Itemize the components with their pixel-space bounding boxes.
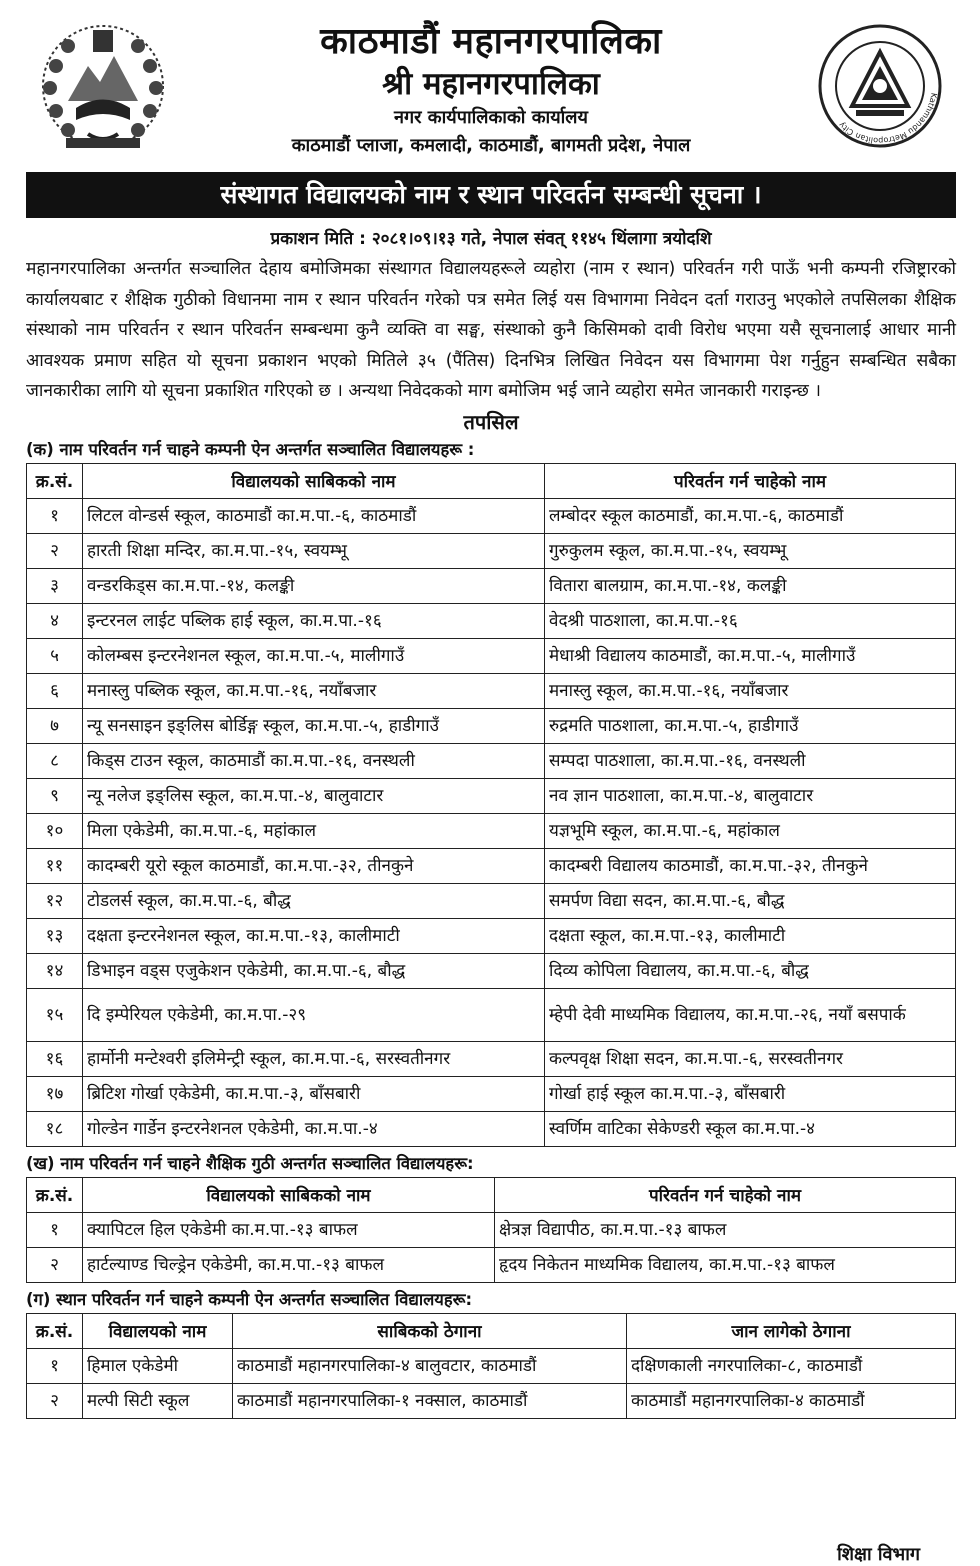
table-row bbox=[27, 813, 956, 848]
serial-number-cell: १ bbox=[27, 1348, 83, 1383]
table-cell: कल्पवृक्ष शिक्षा सदन, का.म.पा.-६, सरस्वतीनगर bbox=[545, 1041, 956, 1076]
table-row bbox=[27, 1383, 956, 1418]
column-header: जान लागेको ठेगाना bbox=[627, 1313, 956, 1348]
serial-number-cell: ५ bbox=[27, 638, 83, 673]
table-cell: गोर्खा हाई स्कूल का.म.पा.-३, बाँसबारी bbox=[545, 1076, 956, 1111]
section-c-heading: (ग) स्थान परिवर्तन गर्न चाहने कम्पनी ऐन अन्तर्गत सञ्चालित विद्यालयहरू: bbox=[26, 1289, 473, 1309]
table-cell: लिटल वोन्डर्स स्कूल, काठमाडौं का.म.पा.-६, काठमाडौं bbox=[83, 498, 545, 533]
org-name-stylized: श्री महानगरपालिका bbox=[382, 66, 600, 102]
column-header: क्र.सं. bbox=[27, 463, 83, 498]
table-cell: दिव्य कोपिला विद्यालय, का.म.पा.-६, बौद्ध bbox=[545, 953, 956, 988]
table-row bbox=[27, 1076, 956, 1111]
table-row bbox=[27, 1212, 956, 1247]
serial-number-cell: ११ bbox=[27, 848, 83, 883]
serial-number-cell: ३ bbox=[27, 568, 83, 603]
table-row bbox=[27, 953, 956, 988]
table-header-row bbox=[27, 463, 956, 498]
table-cell: हृदय निकेतन माध्यमिक विद्यालय, का.म.पा.-१३ बाफल bbox=[495, 1247, 956, 1282]
table-row bbox=[27, 778, 956, 813]
column-header: परिवर्तन गर्न चाहेको नाम bbox=[495, 1177, 956, 1212]
section-a-heading: (क) नाम परिवर्तन गर्न चाहने कम्पनी ऐन अन्तर्गत सञ्चालित विद्यालयहरू : bbox=[26, 439, 475, 459]
table-cell: वेदश्री पाठशाला, का.म.पा.-१६ bbox=[545, 603, 956, 638]
svg-text:Kathmandu Metropolitan City bbox=[837, 92, 939, 145]
section-b-table bbox=[26, 1177, 956, 1283]
serial-number-cell: १५ bbox=[27, 988, 83, 1041]
table-cell: नव ज्ञान पाठशाला, का.म.पा.-४, बालुवाटार bbox=[545, 778, 956, 813]
table-cell: दक्षिणकाली नगरपालिका-८, काठमाडौं bbox=[627, 1348, 956, 1383]
table-row bbox=[27, 883, 956, 918]
table-cell: दक्षता इन्टरनेशनल स्कूल, का.म.पा.-१३, कालीमाटी bbox=[83, 918, 545, 953]
serial-number-cell: ८ bbox=[27, 743, 83, 778]
table-cell: काठमाडौं महानगरपालिका-४ काठमाडौं bbox=[627, 1383, 956, 1418]
table-cell: यज्ञभूमि स्कूल, का.म.पा.-६, महांकाल bbox=[545, 813, 956, 848]
department-signature: शिक्षा विभाग bbox=[837, 1544, 920, 1565]
table-cell: स्वर्णिम वाटिका सेकेण्डरी स्कूल का.म.पा.-४ bbox=[545, 1111, 956, 1146]
table-cell: वितारा बालग्राम, का.म.पा.-१४, कलङ्की bbox=[545, 568, 956, 603]
table-row bbox=[27, 708, 956, 743]
table-cell: कादम्बरी विद्यालय काठमाडौं, का.म.पा.-३२, तीनकुने bbox=[545, 848, 956, 883]
notice-body: महानगरपालिका अन्तर्गत सञ्चालित देहाय बमोजिमका संस्थागत विद्यालयहरूले व्यहोरा (नाम र स्थान) परिवर्तन गरी पाऊँ भनी कम्पनी रजिष्ट्रारको कार्यालयबाट र शैक्षिक गुठीको विधानमा नाम र स्थान परिवर्तन गरेको पत्र समेत लिई यस विभागमा निवेदन दर्ता गराउनु भएकोले तपसिलका शैक्षिक संस्थाको नाम परिवर्तन र स्थान परिवर्तन सम्बन्धमा कुनै व्यक्ति वा सङ्घ, संस्थाको कुनै किसिमको दावी विरोध भएमा यसै सूचनालाई आधार मानी आवश्यक प्रमाण सहित यो सूचना प्रकाशन भएको मितिले ३५ (पैंतिस) दिनभित्र लिखित निवेदन यस विभागमा पेश गर्नुहुन सम्बन्धित सबैका जानकारीका लागि यो सूचना प्रकाशित गरिएको छ । अन्यथा निवेदकको माग बमोजिम भई जाने व्यहोरा समेत जानकारी गराइन्छ । bbox=[26, 259, 957, 402]
section-a-table bbox=[26, 463, 956, 1147]
table-header-row bbox=[27, 1177, 956, 1212]
serial-number-cell: २ bbox=[27, 1247, 83, 1282]
office-address: काठमाडौं प्लाजा, कमलादी, काठमाडौं, बागमती प्रदेश, नेपाल bbox=[291, 135, 691, 156]
table-row bbox=[27, 1041, 956, 1076]
table-cell: मेधाश्री विद्यालय काठमाडौं, का.म.पा.-५, मालीगाउँ bbox=[545, 638, 956, 673]
table-cell: काठमाडौं महानगरपालिका-१ नक्साल, काठमाडौं bbox=[233, 1383, 627, 1418]
table-row bbox=[27, 743, 956, 778]
serial-number-cell: १७ bbox=[27, 1076, 83, 1111]
publication-date: प्रकाशन मिति : २०८१।०९।१३ गते, नेपाल संवत् ११४५ थिंलागा त्रयोदशि bbox=[270, 229, 712, 249]
serial-number-cell: १८ bbox=[27, 1111, 83, 1146]
table-cell: डिभाइन वड्स एजुकेशन एकेडेमी, का.म.पा.-६, बौद्ध bbox=[83, 953, 545, 988]
seal-ring-text: Kathmandu Metropolitan City bbox=[837, 92, 939, 146]
column-header: क्र.सं. bbox=[27, 1313, 83, 1348]
table-cell: क्यापिटल हिल एकेडेमी का.म.पा.-१३ बाफल bbox=[83, 1212, 495, 1247]
table-cell: रुद्रमति पाठशाला, का.म.पा.-५, हाडीगाउँ bbox=[545, 708, 956, 743]
section-c-table bbox=[26, 1313, 956, 1419]
serial-number-cell: १४ bbox=[27, 953, 83, 988]
column-header: साबिकको ठेगाना bbox=[233, 1313, 627, 1348]
table-cell: लम्बोदर स्कूल काठमाडौं, का.म.पा.-६, काठमाडौं bbox=[545, 498, 956, 533]
serial-number-cell: २ bbox=[27, 1383, 83, 1418]
table-row bbox=[27, 1247, 956, 1282]
table-row bbox=[27, 1348, 956, 1383]
table-header-row bbox=[27, 1313, 956, 1348]
table-row bbox=[27, 568, 956, 603]
kmc-seal-icon bbox=[816, 22, 944, 150]
header bbox=[26, 0, 956, 170]
table-row bbox=[27, 533, 956, 568]
serial-number-cell: १ bbox=[27, 498, 83, 533]
column-header: परिवर्तन गर्न चाहेको नाम bbox=[545, 463, 956, 498]
office-name: नगर कार्यपालिकाको कार्यालय bbox=[394, 107, 588, 128]
table-row bbox=[27, 988, 956, 1041]
table-cell: किड्स टाउन स्कूल, काठमाडौं का.म.पा.-१६, वनस्थली bbox=[83, 743, 545, 778]
column-header: विद्यालयको साबिकको नाम bbox=[83, 463, 545, 498]
serial-number-cell: ९ bbox=[27, 778, 83, 813]
table-cell: वन्डरकिड्स का.म.पा.-१४, कलङ्की bbox=[83, 568, 545, 603]
table-cell: सम्पदा पाठशाला, का.म.पा.-१६, वनस्थली bbox=[545, 743, 956, 778]
table-row bbox=[27, 638, 956, 673]
column-header: विद्यालयको नाम bbox=[83, 1313, 233, 1348]
table-cell: हार्टल्याण्ड चिल्ड्रेन एकेडेमी, का.म.पा.-१३ बाफल bbox=[83, 1247, 495, 1282]
column-header: विद्यालयको साबिकको नाम bbox=[83, 1177, 495, 1212]
table-row bbox=[27, 1111, 956, 1146]
serial-number-cell: १० bbox=[27, 813, 83, 848]
org-name: काठमाडौं महानगरपालिका bbox=[320, 21, 662, 62]
table-row bbox=[27, 848, 956, 883]
table-cell: मल्पी सिटी स्कूल bbox=[83, 1383, 233, 1418]
table-cell: इन्टरनल लाईट पब्लिक हाई स्कूल, का.म.पा.-१६ bbox=[83, 603, 545, 638]
table-row bbox=[27, 918, 956, 953]
serial-number-cell: ६ bbox=[27, 673, 83, 708]
notice-title: संस्थागत विद्यालयको नाम र स्थान परिवर्तन सम्बन्धी सूचना । bbox=[26, 172, 956, 218]
table-cell: हारती शिक्षा मन्दिर, का.म.पा.-१५, स्वयम्भू bbox=[83, 533, 545, 568]
table-cell: टोडलर्स स्कूल, का.म.पा.-६, बौद्ध bbox=[83, 883, 545, 918]
serial-number-cell: १२ bbox=[27, 883, 83, 918]
table-cell: दक्षता स्कूल, का.म.पा.-१३, कालीमाटी bbox=[545, 918, 956, 953]
table-cell: काठमाडौं महानगरपालिका-४ बालुवटार, काठमाडौं bbox=[233, 1348, 627, 1383]
table-cell: समर्पण विद्या सदन, का.म.पा.-६, बौद्ध bbox=[545, 883, 956, 918]
table-cell: क्षेत्रज्ञ विद्यापीठ, का.म.पा.-१३ बाफल bbox=[495, 1212, 956, 1247]
table-cell: कोलम्बस इन्टरनेशनल स्कूल, का.म.पा.-५, मालीगाउँ bbox=[83, 638, 545, 673]
table-row bbox=[27, 603, 956, 638]
serial-number-cell: १६ bbox=[27, 1041, 83, 1076]
nepal-emblem-icon bbox=[38, 16, 168, 154]
table-cell: न्यू नलेज इङ्लिस स्कूल, का.म.पा.-४, बालुवाटार bbox=[83, 778, 545, 813]
table-cell: हार्मोनी मन्टेश्वरी इलिमेन्ट्री स्कूल, का.म.पा.-६, सरस्वतीनगर bbox=[83, 1041, 545, 1076]
table-cell: गोल्डेन गार्डेन इन्टरनेशनल एकेडेमी, का.म.पा.-४ bbox=[83, 1111, 545, 1146]
table-cell: न्यू सनसाइन इङ्लिस बोर्डिङ्ग स्कूल, का.म.पा.-५, हाडीगाउँ bbox=[83, 708, 545, 743]
table-cell: म्हेपी देवी माध्यमिक विद्यालय, का.म.पा.-२६, नयाँ बसपार्क bbox=[545, 988, 956, 1041]
table-cell: मनास्लु स्कूल, का.म.पा.-१६, नयाँबजार bbox=[545, 673, 956, 708]
serial-number-cell: १ bbox=[27, 1212, 83, 1247]
table-cell: हिमाल एकेडेमी bbox=[83, 1348, 233, 1383]
table-cell: ब्रिटिश गोर्खा एकेडेमी, का.म.पा.-३, बाँसबारी bbox=[83, 1076, 545, 1111]
table-cell: गुरुकुलम स्कूल, का.म.पा.-१५, स्वयम्भू bbox=[545, 533, 956, 568]
serial-number-cell: ७ bbox=[27, 708, 83, 743]
serial-number-cell: १३ bbox=[27, 918, 83, 953]
column-header: क्र.सं. bbox=[27, 1177, 83, 1212]
serial-number-cell: ४ bbox=[27, 603, 83, 638]
tapasil-heading: तपसिल bbox=[463, 409, 519, 434]
serial-number-cell: २ bbox=[27, 533, 83, 568]
table-row bbox=[27, 498, 956, 533]
table-cell: मिला एकेडेमी, का.म.पा.-६, महांकाल bbox=[83, 813, 545, 848]
table-row bbox=[27, 673, 956, 708]
table-cell: दि इम्पेरियल एकेडेमी, का.म.पा.-२९ bbox=[83, 988, 545, 1041]
table-cell: कादम्बरी यूरो स्कूल काठमाडौं, का.म.पा.-३२, तीनकुने bbox=[83, 848, 545, 883]
table-cell: मनास्लु पब्लिक स्कूल, का.म.पा.-१६, नयाँबजार bbox=[83, 673, 545, 708]
section-b-heading: (ख) नाम परिवर्तन गर्न चाहने शैक्षिक गुठी अन्तर्गत सञ्चालित विद्यालयहरू: bbox=[26, 1153, 474, 1173]
